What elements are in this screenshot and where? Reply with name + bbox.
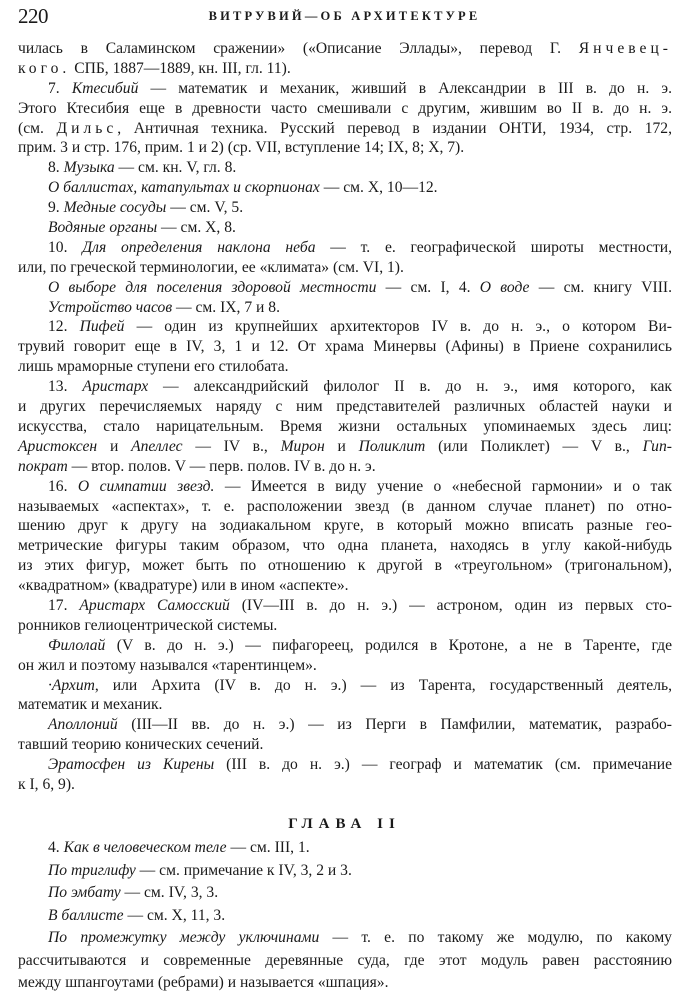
- text-line: [18, 437, 672, 457]
- text-run: прим. 3 и стр. 176, прим. 1 и 2) (ср. VII, вступление 14; IX, 8; X, 7).: [18, 139, 465, 156]
- text-run: 17.: [48, 597, 80, 614]
- text-line: [48, 906, 672, 926]
- text-line: [48, 178, 672, 198]
- text-run: Янчевец-: [578, 40, 672, 57]
- text-line: [48, 198, 672, 218]
- italic-term: О баллистах, катапультах и скорпионах: [48, 179, 320, 196]
- text-line: [48, 298, 672, 318]
- text-run: (III—II вв. до н. э.) — из Перги в Памфилии, математик, разрабо-: [117, 716, 672, 733]
- chapter-heading: ГЛАВА II: [288, 816, 401, 832]
- text-line: [18, 695, 672, 715]
- italic-term: Медные сосуды: [63, 199, 167, 216]
- page-number: 220: [18, 4, 48, 28]
- italic-term: О воде: [479, 279, 530, 296]
- text-run: «квадратном» (квадратуре) или в ином «аспекте».: [18, 577, 349, 594]
- text-line: [48, 377, 672, 397]
- text-run: лишь мраморные ступени его стилобата.: [18, 358, 289, 375]
- italic-term: Апеллес: [131, 438, 183, 455]
- text-run: 16.: [48, 478, 78, 495]
- text-run: он жил и поэтому назывался «тарентинцем».: [18, 657, 317, 674]
- italic-term: Аристарх: [82, 378, 149, 395]
- text-line: [18, 119, 672, 139]
- text-run: — см. IX, 7 и 8.: [172, 299, 280, 316]
- text-run: или, по греческой терминологии, ее «климата» (см. VI, 1).: [18, 259, 404, 276]
- text-run: — см. X, 8.: [157, 219, 236, 236]
- italic-term: Ктесибий: [71, 80, 139, 97]
- italic-term: Аристоксен: [18, 438, 98, 455]
- text-line: [18, 516, 672, 536]
- text-run: чилась в Саламинском сражении» («Описание Эллады», перевод Г.: [18, 40, 579, 57]
- text-run: — Имеется в виду учение о «небесной гармонии» и о так: [214, 478, 672, 495]
- italic-term: О симпатии звезд.: [77, 478, 215, 495]
- text-run: шению друг к другу на зодиакальном круге, в который можно вписать разные гео-: [18, 517, 672, 534]
- text-line: [48, 238, 672, 258]
- text-run: Этого Ктесибия еще в древности часто смешивали с другим, жившим во II в. до н. э.: [18, 100, 672, 117]
- text-run: (V в. до н. э.) — пифагореец, родился в Кротоне, а не в Таренте, где: [105, 637, 672, 654]
- text-line: [48, 278, 672, 298]
- text-run: 4.: [48, 839, 64, 856]
- text-run: 12.: [48, 318, 80, 335]
- text-line: [18, 457, 672, 477]
- text-line: [48, 715, 672, 735]
- text-line: [18, 497, 672, 517]
- text-run: 13.: [48, 378, 83, 395]
- text-run: (или Поликлет) — V в.,: [425, 438, 643, 455]
- text-run: 7.: [48, 80, 72, 97]
- italic-term: Музыка: [63, 159, 115, 176]
- text-line: [18, 576, 672, 596]
- text-run: — один из крупнейших архитекторов IV в. до н. э., о котором Ви-: [124, 318, 672, 335]
- text-run: — см. примечание к IV, 3, 2 и 3.: [135, 862, 352, 879]
- text-run: — т. е. по такому же модулю, по какому: [319, 929, 672, 946]
- text-line: [18, 556, 672, 576]
- text-line: [48, 883, 672, 903]
- text-line: [18, 616, 672, 636]
- text-line: [18, 39, 672, 59]
- text-line: [18, 99, 672, 119]
- text-line: [48, 79, 672, 99]
- text-run: математик и механик.: [18, 696, 163, 713]
- text-line: [48, 861, 672, 881]
- italic-term: Как в человеческом теле: [63, 839, 227, 856]
- text-run: рассчитываются и современные деревянные суда, где этот модуль равен расстоянию: [18, 952, 672, 969]
- text-run: 9.: [48, 199, 64, 216]
- text-run: — александрийский филолог II в. до н. э., имя которого, как: [148, 378, 673, 395]
- text-run: к I, 6, 9).: [18, 776, 75, 793]
- text-line: [18, 951, 672, 971]
- italic-term: Аполлоний: [48, 716, 118, 733]
- text-line: [18, 138, 672, 158]
- text-line: [48, 158, 672, 178]
- text-run: и: [97, 438, 132, 455]
- text-line: [18, 656, 672, 676]
- text-line: [18, 397, 672, 417]
- text-run: — см. IV, 3, 3.: [120, 884, 219, 901]
- text-run: (IV—III в. до н. э.) — астроном, один из первых сто-: [229, 597, 672, 614]
- text-run: , или Архита (IV в. до н. э.) — из Тарента, государственный деятель,: [94, 677, 672, 694]
- text-line: [48, 928, 672, 948]
- text-run: метрические фигуры таким образом, что одна планета, находясь в углу какой-нибудь: [18, 537, 672, 554]
- text-run: и других перечисляемых наряду с ним представителей различных областей науки и: [18, 398, 672, 415]
- italic-term: ·Архит: [48, 677, 95, 694]
- text-line: [48, 755, 672, 775]
- text-run: — см. книгу VIII.: [529, 279, 672, 296]
- text-run: — см. I, 4.: [376, 279, 480, 296]
- text-run: — т. е. географической широты местности,: [315, 239, 672, 256]
- italic-term: Устройство часов: [48, 299, 173, 316]
- italic-term: Мирон: [280, 438, 325, 455]
- italic-term: Эратосфен из Кирены: [48, 756, 215, 773]
- text-line: [48, 676, 672, 696]
- text-line: [48, 636, 672, 656]
- text-line: [18, 337, 672, 357]
- text-run: — см. X, 11, 3.: [123, 907, 226, 924]
- text-line: [18, 973, 672, 993]
- italic-term: Аристарх Самосский: [79, 597, 230, 614]
- text-line: [18, 59, 672, 79]
- text-run: искусства, стало нарицательным. Время жизни остальных упоминаемых здесь лиц:: [18, 418, 672, 435]
- text-run: кого.: [18, 60, 71, 77]
- text-run: и: [324, 438, 359, 455]
- text-run: трувий говорит еще в IV, 3, 1 и 12. От храма Минервы (Афины) в Приене сохранились: [18, 338, 672, 355]
- text-run: между шпангоутами (ребрами) и называется «шпация».: [18, 974, 389, 991]
- text-line: [48, 477, 672, 497]
- italic-term: По триглифу: [48, 862, 136, 879]
- text-line: [48, 218, 672, 238]
- text-line: [18, 417, 672, 437]
- italic-term: По эмбату: [48, 884, 121, 901]
- text-run: — см. X, 10—12.: [319, 179, 438, 196]
- text-run: тавший теорию конических сечений.: [18, 736, 264, 753]
- text-run: , Античная техника. Русский перевод в издании ОНТИ, 1934, стр. 172,: [117, 120, 673, 137]
- text-run: называемых «аспектах», т. е. расположении звезд (в данном случае планет) по отно-: [18, 498, 672, 515]
- text-line: [18, 775, 672, 795]
- italic-term: Гип-: [642, 438, 672, 455]
- text-run: ронников гелиоцентрической системы.: [18, 617, 278, 634]
- text-run: 10.: [48, 239, 83, 256]
- text-run: — см. V, 5.: [166, 199, 244, 216]
- italic-term: пократ: [18, 458, 68, 475]
- italic-term: Поликлит: [358, 438, 426, 455]
- text-line: [18, 258, 672, 278]
- italic-term: По промежутку между уключинами: [48, 929, 320, 946]
- text-line: [48, 596, 672, 616]
- text-run: (III в. до н. э.) — географ и математик (см. примечание: [214, 756, 672, 773]
- italic-term: Филолай: [48, 637, 106, 654]
- italic-term: Для определения наклона неба: [82, 239, 316, 256]
- italic-term: Водяные органы: [48, 219, 158, 236]
- italic-term: Пифей: [79, 318, 125, 335]
- text-run: — IV в.,: [182, 438, 281, 455]
- text-run: 8.: [48, 159, 64, 176]
- text-line: [18, 357, 672, 377]
- italic-term: О выборе для поселения здоровой местности: [48, 279, 377, 296]
- text-run: из этих фигур, может быть по отношению к другой в «треугольном» (тригональном),: [18, 557, 672, 574]
- text-run: — см. кн. V, гл. 8.: [114, 159, 237, 176]
- text-line: [48, 838, 672, 858]
- text-run: — см. III, 1.: [226, 839, 310, 856]
- text-run: — математик и механик, живший в Александрии в III в. до н. э.: [138, 80, 673, 97]
- text-run: Дильс: [56, 120, 118, 137]
- text-line: [18, 735, 672, 755]
- text-run: — втор. полов. V — перв. полов. IV в. до н. э.: [67, 458, 376, 475]
- text-run: СПБ, 1887—1889, кн. III, гл. 11).: [70, 60, 291, 77]
- text-line: [18, 536, 672, 556]
- italic-term: В баллисте: [48, 907, 124, 924]
- text-run: (см.: [18, 120, 57, 137]
- text-line: [48, 317, 672, 337]
- running-title: ВИТРУВИЙ—ОБ АРХИТЕКТУРЕ: [208, 9, 481, 23]
